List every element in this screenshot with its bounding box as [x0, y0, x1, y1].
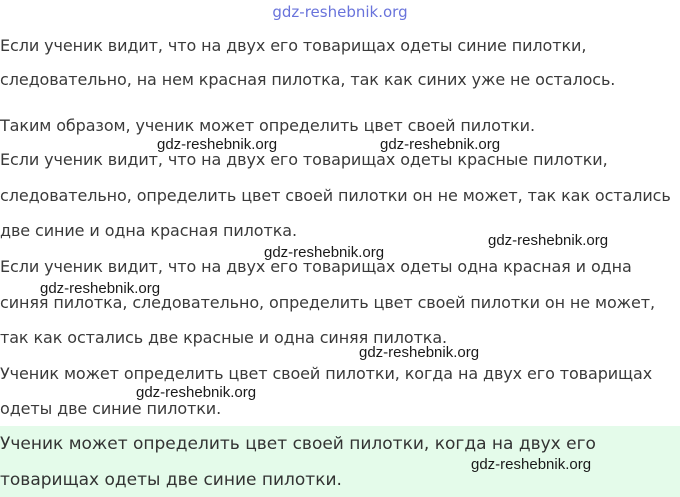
solution-line: две синие и одна красная пилотка.: [0, 221, 297, 240]
solution-line: следовательно, на нем красная пилотка, так как синих уже не осталось.: [0, 70, 616, 89]
watermark: gdz-reshebnik.org: [264, 244, 385, 261]
solution-line: следовательно, определить цвет своей пилотки он не может, так как остались: [0, 186, 671, 205]
solution-line: Если ученик видит, что на двух его товарищах одеты синие пилотки,: [0, 36, 587, 55]
solution-line: Если ученик видит, что на двух его товарищах одеты красные пилотки,: [0, 150, 608, 169]
site-watermark: gdz-reshebnik.org: [272, 3, 408, 21]
solution-line: Если ученик видит, что на двух его товарищах одеты одна красная и одна: [0, 257, 632, 276]
watermark: gdz-reshebnik.org: [380, 136, 501, 153]
solution-line: Таким образом, ученик может определить цвет своей пилотки.: [0, 116, 535, 135]
watermark: gdz-reshebnik.org: [157, 136, 278, 153]
solution-line: одеты две синие пилотки.: [0, 399, 222, 418]
answer-line: товарищах одеты две синие пилотки.: [0, 470, 342, 490]
watermark: gdz-reshebnik.org: [359, 344, 480, 361]
answer-line: Ученик может определить цвет своей пилотки, когда на двух его: [0, 434, 596, 454]
watermark: gdz-reshebnik.org: [40, 280, 161, 297]
watermark: gdz-reshebnik.org: [488, 232, 609, 249]
watermark: gdz-reshebnik.org: [136, 384, 257, 401]
watermark: gdz-reshebnik.org: [471, 456, 592, 473]
solution-line: Ученик может определить цвет своей пилотки, когда на двух его товарищах: [0, 364, 653, 383]
solution-line: так как остались две красные и одна синяя пилотка.: [0, 328, 448, 347]
solution-line: синяя пилотка, следовательно, определить цвет своей пилотки он не может,: [0, 293, 655, 312]
